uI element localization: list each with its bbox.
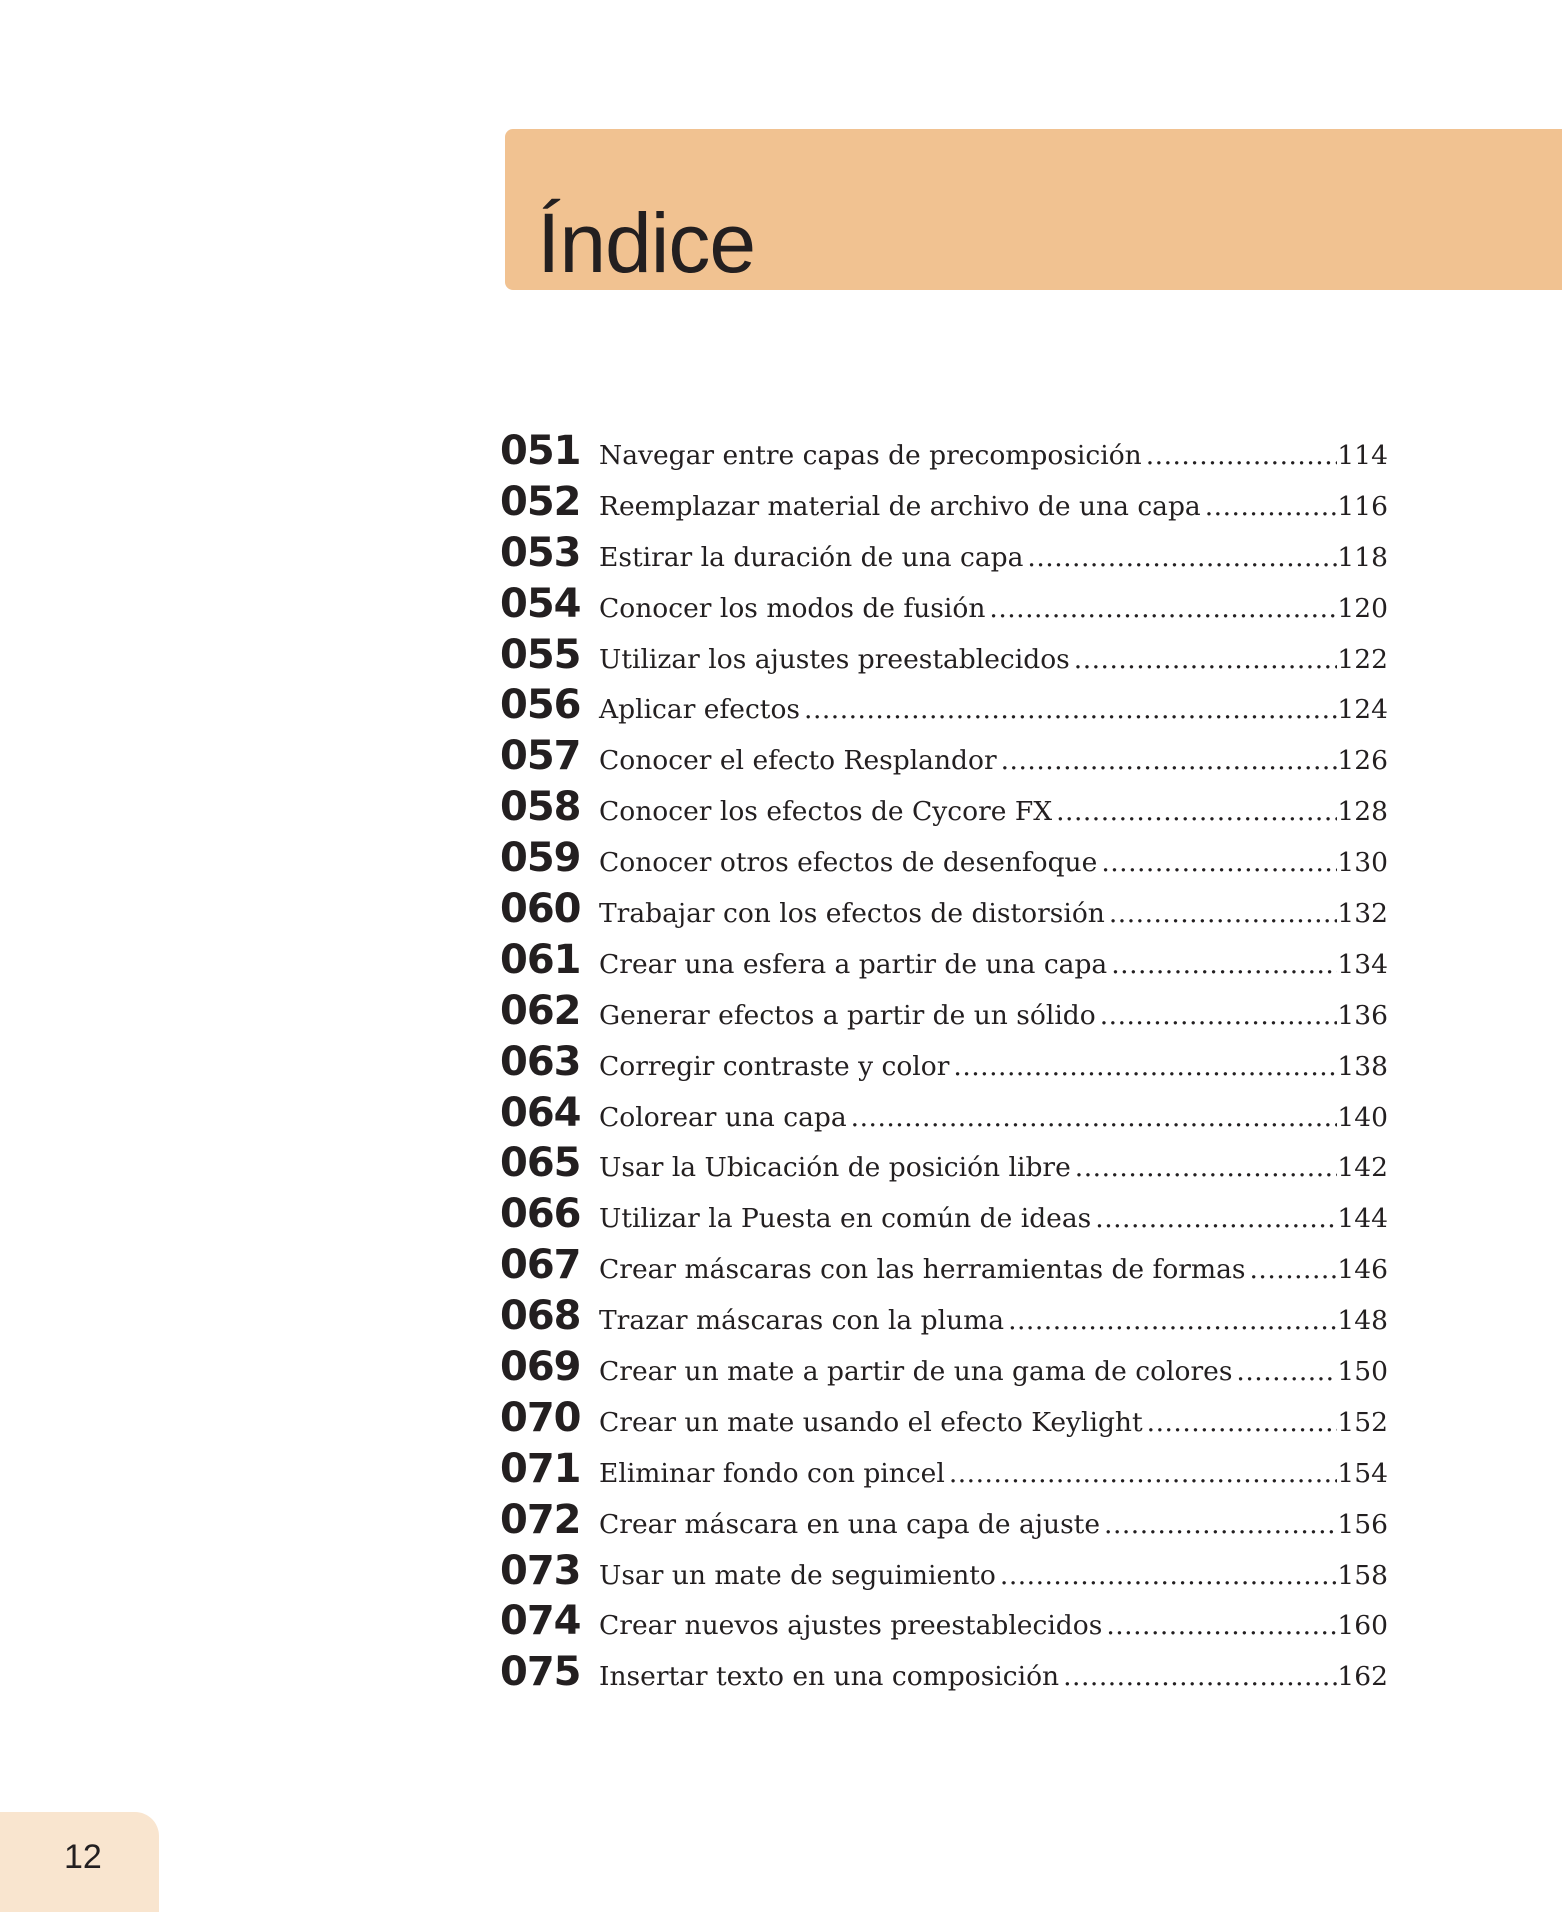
toc-entry-page: 120 <box>1337 592 1388 624</box>
toc-entry-page: 160 <box>1337 1610 1388 1642</box>
toc-dot-leader <box>1102 1610 1337 1641</box>
toc-entry-052[interactable] <box>500 479 1388 530</box>
toc-dot-leader <box>1071 1152 1338 1183</box>
toc-entry-title: Utilizar los ajustes preestablecidos <box>599 643 1070 675</box>
toc-entry-title: Conocer otros efectos de desenfoque <box>599 847 1098 879</box>
toc-entry-number: 051 <box>500 428 581 474</box>
toc-entry-page: 128 <box>1337 796 1388 828</box>
toc-entry-page: 162 <box>1337 1661 1388 1693</box>
toc-dot-leader <box>1107 949 1337 980</box>
page-number: 12 <box>64 1838 102 1876</box>
toc-dot-leader <box>949 1051 1337 1082</box>
toc-entry-055[interactable] <box>500 632 1388 683</box>
toc-entry-number: 063 <box>500 1038 581 1085</box>
toc-dot-leader <box>1059 1661 1337 1692</box>
toc-entry-text <box>599 491 1388 522</box>
toc-dot-leader <box>1070 644 1338 675</box>
toc-entry-title: Conocer el efecto Resplandor <box>599 745 997 777</box>
toc-dot-leader <box>1142 440 1338 471</box>
toc-entry-title: Corregir contraste y color <box>599 1050 950 1082</box>
toc-entry-title: Eliminar fondo con pincel <box>599 1457 945 1489</box>
toc-entry-number: 052 <box>500 478 581 525</box>
toc-entry-text <box>599 694 1388 725</box>
toc-entry-number: 075 <box>500 1649 581 1696</box>
toc-entry-number: 060 <box>500 886 581 933</box>
toc-dot-leader <box>847 1102 1338 1133</box>
toc-entry-054[interactable] <box>500 581 1388 632</box>
toc-entry-title: Utilizar la Puesta en común de ideas <box>599 1203 1092 1235</box>
toc-entry-text <box>599 1661 1388 1692</box>
toc-entry-number: 064 <box>500 1089 581 1136</box>
toc-entry-page: 154 <box>1337 1457 1388 1489</box>
toc-entry-068[interactable] <box>500 1293 1388 1344</box>
toc-entry-text <box>599 1203 1388 1234</box>
toc-dot-leader <box>1143 1407 1338 1438</box>
toc-entry-text <box>599 1152 1388 1183</box>
toc-entry-page: 122 <box>1337 643 1388 675</box>
toc-entry-title: Crear una esfera a partir de una capa <box>599 948 1108 980</box>
toc-entry-page: 124 <box>1337 694 1388 726</box>
table-of-contents <box>500 428 1388 1700</box>
toc-entry-text <box>599 898 1388 929</box>
toc-dot-leader <box>1100 1509 1337 1540</box>
toc-entry-text <box>599 440 1388 471</box>
toc-entry-number: 061 <box>500 936 581 983</box>
toc-entry-text <box>599 1560 1388 1591</box>
toc-entry-title: Aplicar efectos <box>599 694 801 726</box>
toc-entry-text <box>599 644 1388 675</box>
toc-entry-page: 146 <box>1337 1254 1388 1286</box>
toc-entry-title: Crear máscaras con las herramientas de formas <box>599 1254 1246 1286</box>
toc-entry-065[interactable] <box>500 1140 1388 1191</box>
toc-entry-text <box>599 1254 1388 1285</box>
toc-entry-title: Trabajar con los efectos de distorsión <box>599 898 1105 930</box>
toc-entry-number: 065 <box>500 1140 581 1187</box>
toc-entry-number: 067 <box>500 1242 581 1289</box>
toc-entry-072[interactable] <box>500 1497 1388 1548</box>
toc-dot-leader <box>1246 1254 1338 1285</box>
toc-dot-leader <box>1004 1305 1337 1336</box>
toc-entry-060[interactable] <box>500 886 1388 937</box>
toc-entry-074[interactable] <box>500 1598 1388 1649</box>
toc-entry-text <box>599 796 1388 827</box>
page-number-tab <box>0 1812 159 1912</box>
toc-entry-number: 059 <box>500 835 581 882</box>
toc-entry-text <box>599 1305 1388 1336</box>
toc-entry-number: 072 <box>500 1496 581 1543</box>
toc-dot-leader <box>985 593 1337 624</box>
toc-entry-number: 068 <box>500 1293 581 1340</box>
toc-entry-text <box>599 1356 1388 1387</box>
toc-entry-056[interactable] <box>500 682 1388 733</box>
toc-dot-leader <box>1232 1356 1337 1387</box>
toc-entry-page: 150 <box>1337 1356 1388 1388</box>
toc-entry-page: 142 <box>1337 1152 1388 1184</box>
toc-entry-number: 070 <box>500 1394 581 1441</box>
toc-entry-title: Conocer los efectos de Cycore FX <box>599 796 1053 828</box>
toc-entry-page: 152 <box>1337 1406 1388 1438</box>
toc-entry-059[interactable] <box>500 835 1388 886</box>
toc-entry-title: Crear un mate a partir de una gama de colores <box>599 1356 1233 1388</box>
toc-entry-text <box>599 745 1388 776</box>
toc-entry-page: 148 <box>1337 1305 1388 1337</box>
toc-entry-text <box>599 847 1388 878</box>
toc-entry-page: 136 <box>1337 999 1388 1031</box>
toc-dot-leader <box>800 694 1337 725</box>
toc-entry-067[interactable] <box>500 1242 1388 1293</box>
toc-entry-text <box>599 542 1388 573</box>
toc-entry-title: Reemplazar material de archivo de una capa <box>599 490 1201 522</box>
toc-entry-number: 053 <box>500 529 581 576</box>
toc-entry-title: Colorear una capa <box>599 1101 847 1133</box>
toc-dot-leader <box>1097 847 1337 878</box>
toc-entry-number: 069 <box>500 1344 581 1391</box>
toc-entry-page: 134 <box>1337 948 1388 980</box>
toc-dot-leader <box>1096 1000 1338 1031</box>
title-band <box>505 129 1562 290</box>
toc-entry-title: Conocer los modos de fusión <box>599 592 986 624</box>
toc-entry-page: 156 <box>1337 1508 1388 1540</box>
toc-entry-075[interactable] <box>500 1649 1388 1700</box>
toc-entry-page: 140 <box>1337 1101 1388 1133</box>
toc-entry-061[interactable] <box>500 937 1388 988</box>
page-title: Índice <box>537 196 756 290</box>
toc-entry-053[interactable] <box>500 530 1388 581</box>
toc-entry-page: 138 <box>1337 1050 1388 1082</box>
toc-entry-066[interactable] <box>500 1191 1388 1242</box>
toc-entry-page: 132 <box>1337 898 1388 930</box>
toc-entry-number: 054 <box>500 580 581 627</box>
toc-entry-number: 058 <box>500 784 581 831</box>
toc-entry-page: 118 <box>1337 541 1388 573</box>
toc-entry-number: 056 <box>500 682 581 729</box>
toc-entry-number: 066 <box>500 1191 581 1238</box>
toc-entry-page: 126 <box>1337 745 1388 777</box>
toc-dot-leader <box>996 1560 1338 1591</box>
toc-entry-page: 144 <box>1337 1203 1388 1235</box>
toc-entry-title: Crear nuevos ajustes preestablecidos <box>599 1610 1103 1642</box>
toc-entry-057[interactable] <box>500 733 1388 784</box>
toc-entry-title: Insertar texto en una composición <box>599 1661 1060 1693</box>
toc-entry-073[interactable] <box>500 1548 1388 1599</box>
toc-dot-leader <box>1052 796 1337 827</box>
toc-entry-title: Estirar la duración de una capa <box>599 541 1024 573</box>
toc-entry-070[interactable] <box>500 1395 1388 1446</box>
toc-entry-text <box>599 593 1388 624</box>
toc-entry-number: 055 <box>500 631 581 678</box>
toc-entry-page: 116 <box>1337 490 1388 522</box>
toc-entry-page: 114 <box>1337 440 1388 471</box>
toc-entry-page: 130 <box>1337 847 1388 879</box>
toc-entry-text <box>599 1407 1388 1438</box>
toc-dot-leader <box>1105 898 1338 929</box>
toc-entry-text <box>599 1051 1388 1082</box>
toc-entry-number: 073 <box>500 1547 581 1594</box>
toc-dot-leader <box>1023 542 1337 573</box>
toc-entry-058[interactable] <box>500 784 1388 835</box>
toc-entry-071[interactable] <box>500 1446 1388 1497</box>
toc-entry-069[interactable] <box>500 1344 1388 1395</box>
toc-entry-title: Usar la Ubicación de posición libre <box>599 1152 1071 1184</box>
toc-entry-number: 071 <box>500 1445 581 1492</box>
toc-entry-title: Navegar entre capas de precomposición <box>599 440 1142 471</box>
toc-entry-number: 074 <box>500 1598 581 1645</box>
toc-entry-title: Generar efectos a partir de un sólido <box>599 999 1096 1031</box>
toc-entry-text <box>599 1102 1388 1133</box>
toc-entry-title: Usar un mate de seguimiento <box>599 1559 996 1591</box>
toc-entry-text <box>599 1458 1388 1489</box>
toc-dot-leader <box>1091 1203 1337 1234</box>
toc-entry-title: Crear máscara en una capa de ajuste <box>599 1508 1101 1540</box>
toc-entry-text <box>599 1000 1388 1031</box>
toc-entry-062[interactable] <box>500 988 1388 1039</box>
toc-dot-leader <box>997 745 1338 776</box>
toc-entry-text <box>599 1509 1388 1540</box>
toc-entry-title: Crear un mate usando el efecto Keylight <box>599 1406 1143 1438</box>
toc-entry-number: 057 <box>500 733 581 780</box>
toc-entry-number: 062 <box>500 987 581 1034</box>
toc-entry-text <box>599 949 1388 980</box>
toc-dot-leader <box>945 1458 1338 1489</box>
toc-entry-064[interactable] <box>500 1090 1388 1141</box>
toc-entry-page: 158 <box>1337 1559 1388 1591</box>
toc-entry-063[interactable] <box>500 1039 1388 1090</box>
toc-entry-title: Trazar máscaras con la pluma <box>599 1305 1005 1337</box>
toc-entry-text <box>599 1610 1388 1641</box>
toc-entry-051[interactable] <box>500 428 1388 479</box>
toc-dot-leader <box>1201 491 1338 522</box>
